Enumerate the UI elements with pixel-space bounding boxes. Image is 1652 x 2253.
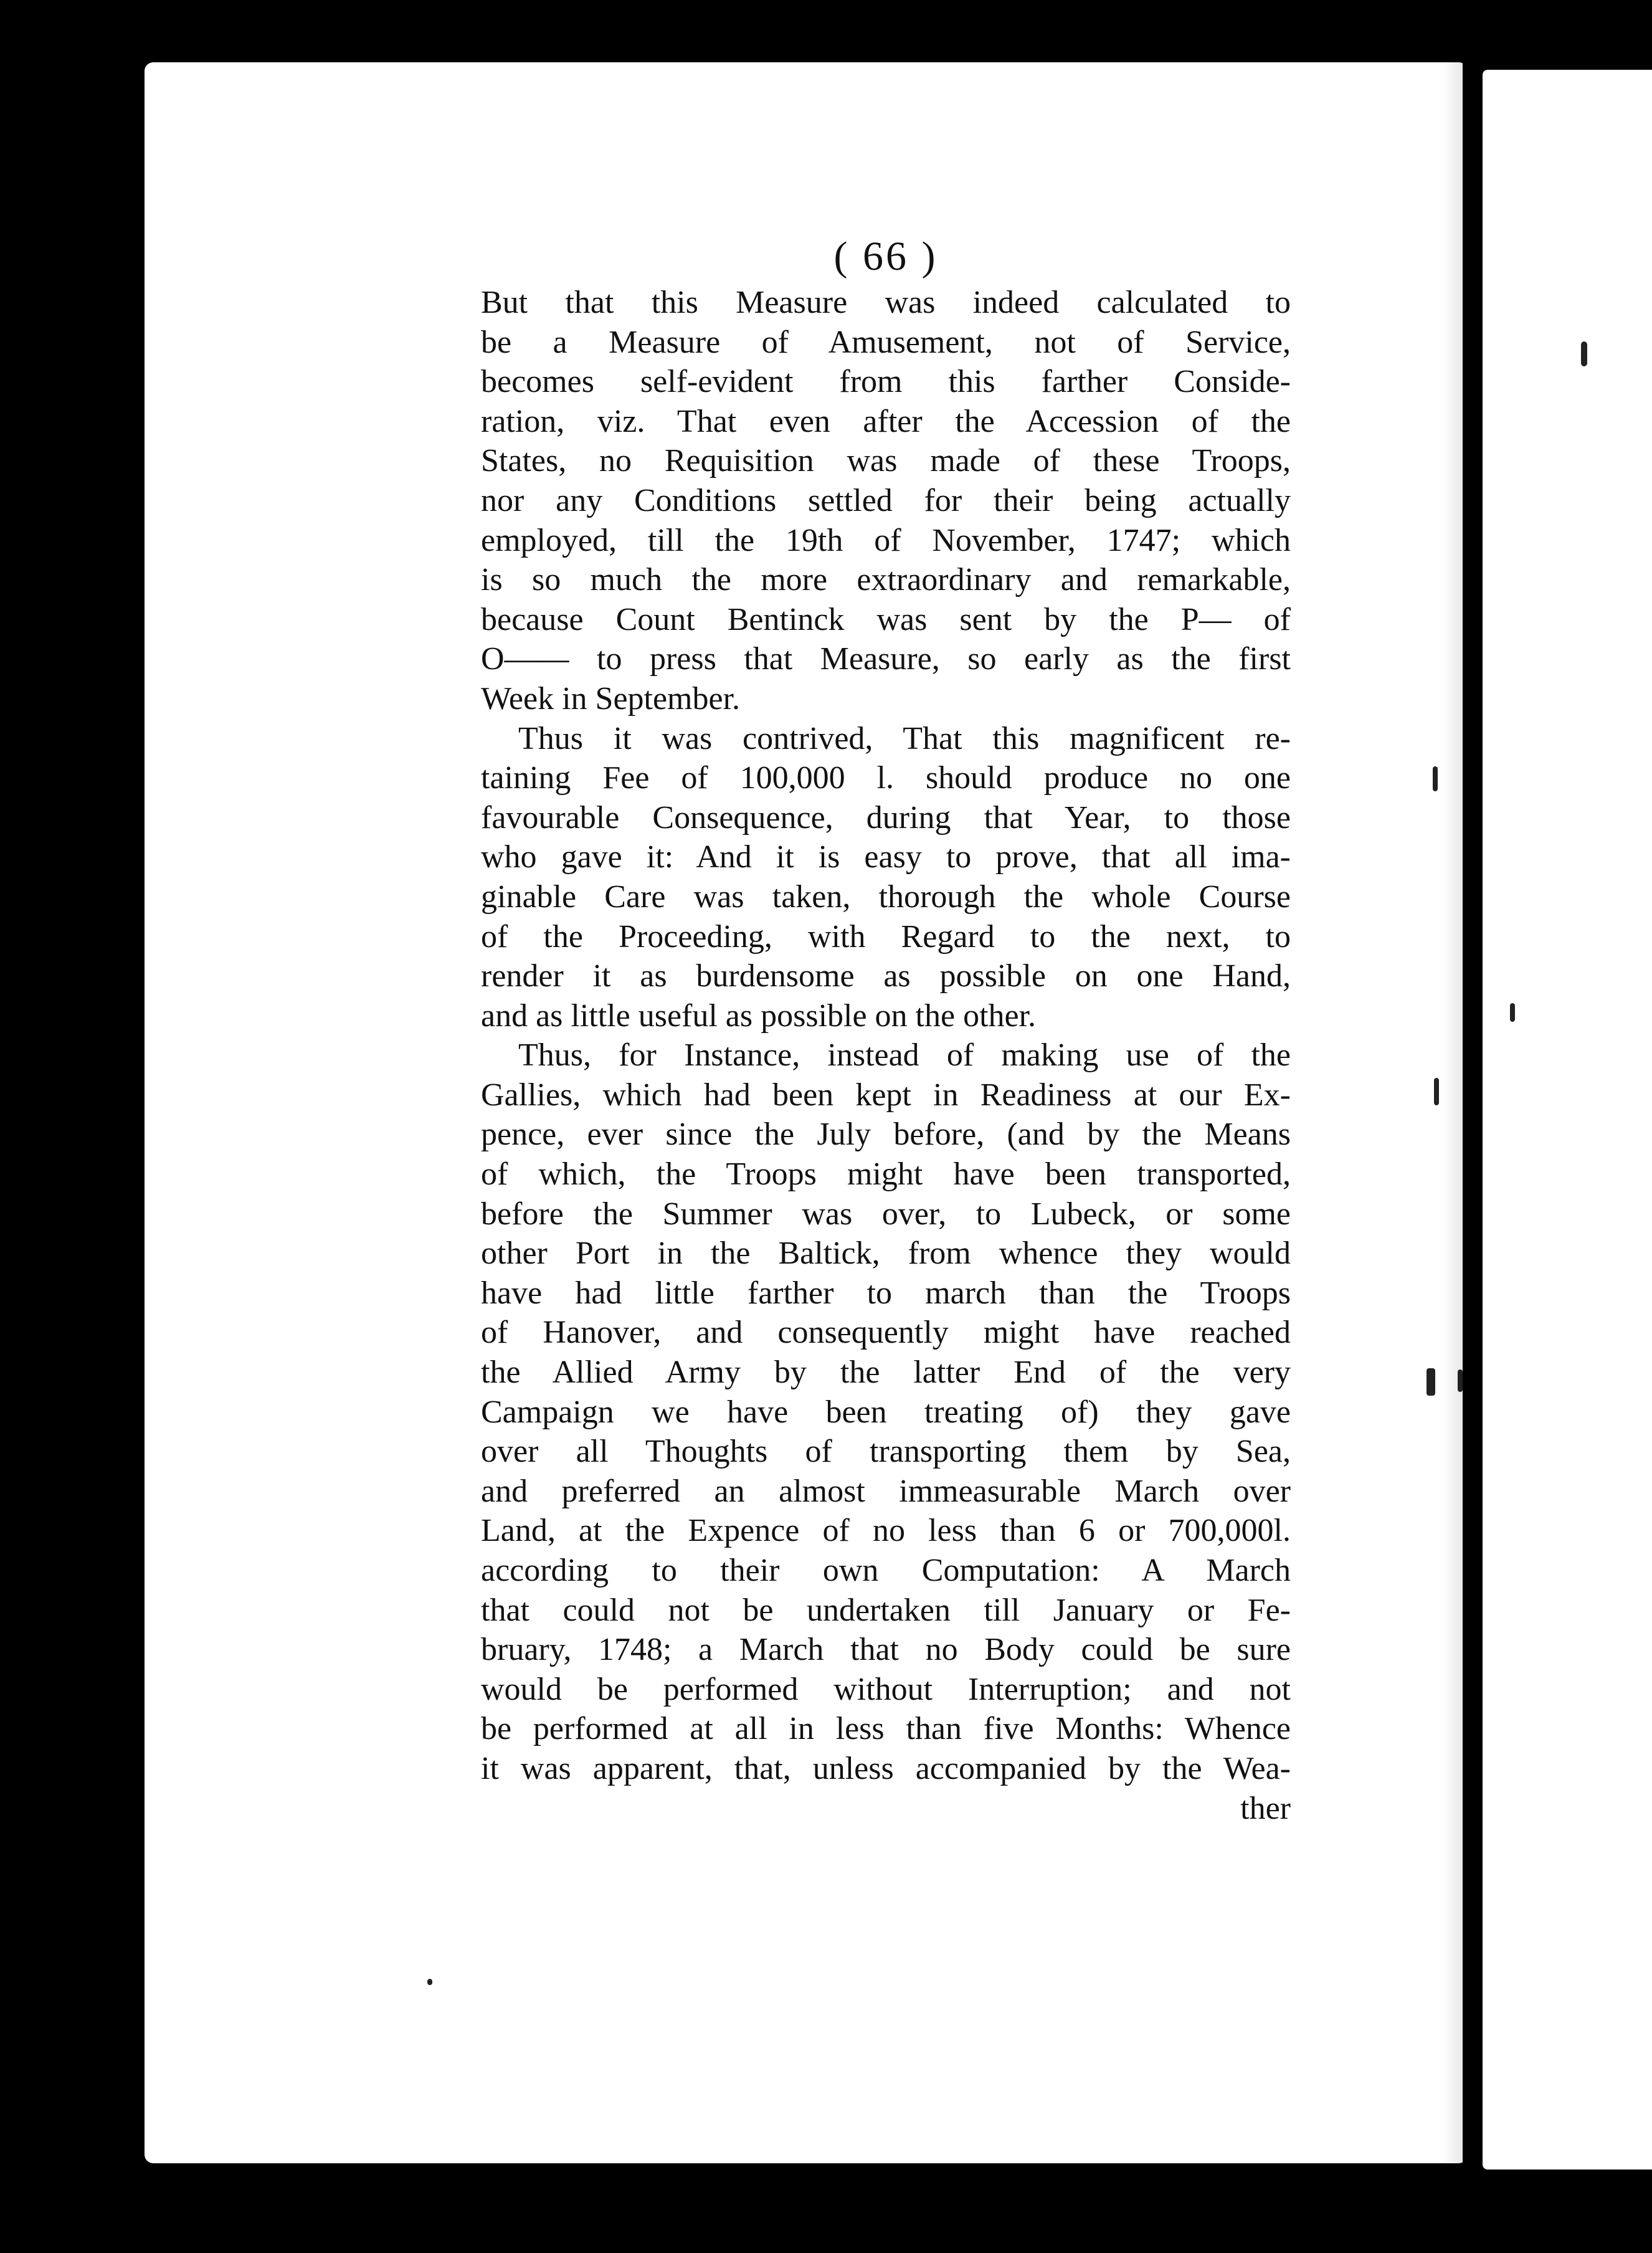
text-line: and preferred an almost immeasurable March over <box>481 1473 1291 1509</box>
text-line: States, no Requisition was made of these Troops, <box>481 443 1291 479</box>
ink-speck <box>427 1979 432 1985</box>
text-line: Thus it was contrived, That this magnificent re- <box>518 720 1291 756</box>
text-line: is so much the more extraordinary and remarkable, <box>481 562 1291 598</box>
text-line: render it as burdensome as possible on one Hand, <box>481 958 1291 994</box>
text-line: that could not be undertaken till January or Fe- <box>481 1592 1291 1628</box>
text-line: nor any Conditions settled for their being actually <box>481 482 1291 518</box>
book-gutter <box>1463 50 1481 2181</box>
text-line: be performed at all in less than five Months: Whence <box>481 1711 1291 1747</box>
text-line: O—— to press that Measure, so early as the first <box>481 641 1291 677</box>
text-line: Gallies, which had been kept in Readiness at our Ex- <box>481 1077 1291 1113</box>
ink-speck <box>1433 766 1438 791</box>
ink-speck <box>1458 1369 1463 1392</box>
text-line: over all Thoughts of transporting them by Sea, <box>481 1434 1291 1470</box>
ink-speck <box>1581 341 1587 366</box>
text-line: and as little useful as possible on the other. <box>481 998 1037 1034</box>
text-line: of the Proceeding, with Regard to the next, to <box>481 918 1291 955</box>
text-line: of Hanover, and consequently might have reached <box>481 1315 1291 1351</box>
text-line: pence, ever since the July before, (and by the Means <box>481 1117 1291 1153</box>
text-line: employed, till the 19th of November, 1747; which <box>481 522 1291 558</box>
ink-speck <box>1427 1368 1435 1396</box>
text-line: favourable Consequence, during that Year, to those <box>481 799 1291 836</box>
text-line: the Allied Army by the latter End of the very <box>481 1355 1291 1391</box>
text-line: of which, the Troops might have been transported, <box>481 1156 1291 1193</box>
text-line: taining Fee of 100,000 l. should produce no one <box>481 760 1291 796</box>
text-line: would be performed without Interruption; and not <box>481 1671 1291 1707</box>
text-line: have had little farther to march than the Troops <box>481 1275 1291 1311</box>
text-line: Thus, for Instance, instead of making use of the <box>518 1037 1291 1074</box>
text-line: ginable Care was taken, thorough the whole Course <box>481 879 1291 915</box>
text-line: ration, viz. That even after the Accession of the <box>481 403 1291 439</box>
text-line: other Port in the Baltick, from whence they would <box>481 1236 1291 1272</box>
text-line: who gave it: And it is easy to prove, that all ima- <box>481 839 1291 875</box>
text-line: before the Summer was over, to Lubeck, or some <box>481 1196 1291 1232</box>
text-line: Land, at the Expence of no less than 6 or 700,000l. <box>481 1513 1291 1549</box>
page-number: ( 66 ) <box>833 234 938 279</box>
right-page-edge <box>1483 70 1652 2170</box>
text-line: But that this Measure was indeed calculated to <box>481 285 1291 320</box>
ink-speck <box>1434 1078 1439 1105</box>
text-line: Week in September. <box>481 680 741 717</box>
text-line: becomes self-evident from this farther Conside- <box>481 364 1291 400</box>
ink-speck <box>1510 1003 1515 1022</box>
text-line: be a Measure of Amusement, not of Service, <box>481 324 1291 360</box>
text-line: bruary, 1748; a March that no Body could be sure <box>481 1632 1291 1668</box>
text-line: it was apparent, that, unless accompanied by the Wea- <box>481 1750 1291 1786</box>
text-line: because Count Bentinck was sent by the P— of <box>481 601 1291 637</box>
body-text <box>481 283 1291 1828</box>
catchword: ther <box>1240 1790 1291 1826</box>
text-line: according to their own Computation: A March <box>481 1553 1291 1588</box>
text-line: Campaign we have been treating of) they gave <box>481 1394 1291 1430</box>
